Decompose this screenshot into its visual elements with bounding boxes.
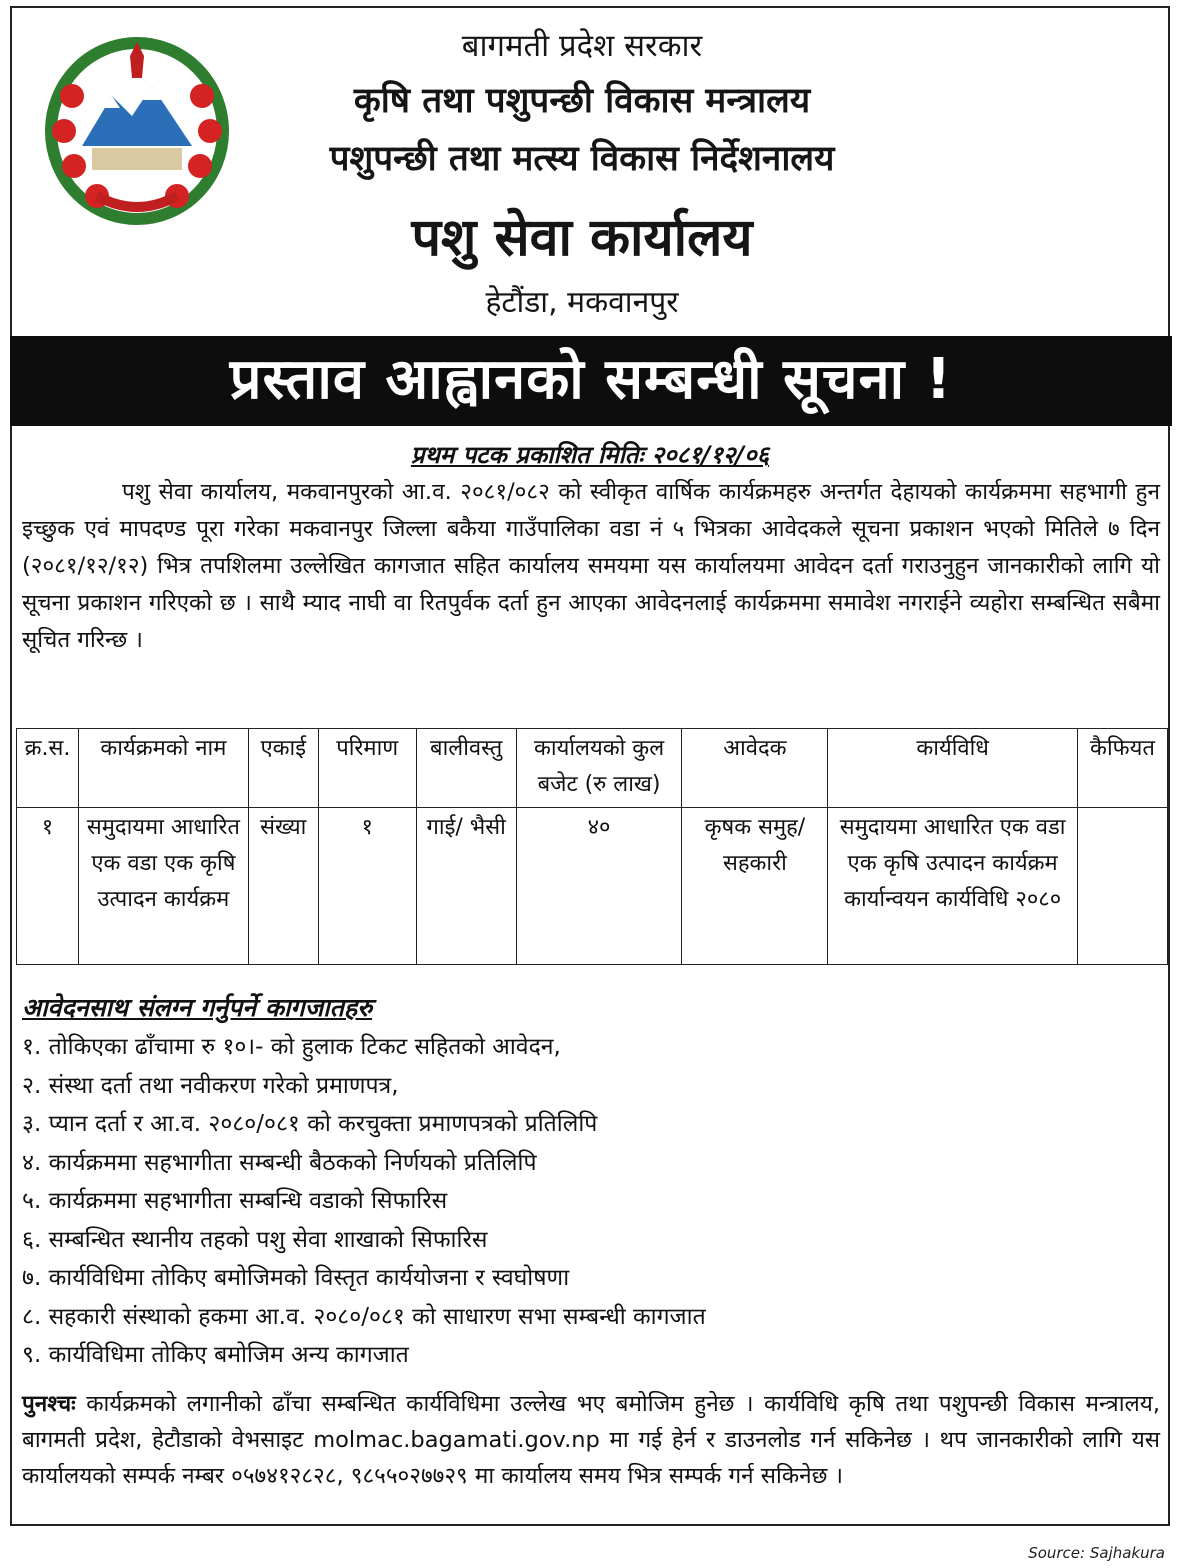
- table-header-cell: परिमाण: [318, 729, 416, 808]
- table-header-cell: कैफियत: [1077, 729, 1167, 808]
- government-name: बागमती प्रदेश सरकार: [461, 28, 703, 64]
- postscript: [22, 1386, 1160, 1494]
- office-name: पशु सेवा कार्यालय: [411, 208, 753, 268]
- list-item: ६. सम्बन्धित स्थानीय तहको पशु सेवा शाखाको सिफारिस: [22, 1226, 488, 1253]
- table-header-cell: कार्यालयको कुल बजेट (रु लाख): [516, 729, 682, 808]
- published-date: प्रथम पटक प्रकाशित मितिः २०८१/१२/०६: [410, 441, 770, 469]
- table-cell-quantity: १: [318, 808, 416, 965]
- notice-header: [12, 8, 1168, 332]
- table-header-row: [17, 729, 1168, 808]
- table-cell-crop: गाई/ भैसी: [416, 808, 516, 965]
- table-cell-serial: १: [17, 808, 79, 965]
- required-documents-title: आवेदनसाथ संलग्न गर्नुपर्ने कागजातहरु: [22, 993, 373, 1022]
- table-cell-budget: ४०: [516, 808, 682, 965]
- list-item: ७. कार्यविधिमा तोकिए बमोजिमको विस्तृत कार्ययोजना र स्वघोषणा: [22, 1265, 570, 1291]
- table-header-cell: कार्यविधि: [828, 729, 1078, 808]
- table-cell-applicant: कृषक समुह/ सहकारी: [682, 808, 828, 965]
- program-table: [16, 728, 1168, 965]
- table-header-cell: क्र.स.: [17, 729, 79, 808]
- list-item: ८. सहकारी संस्थाको हकमा आ.व. २०८०/०८१ को साधारण सभा सम्बन्धी कागजात: [22, 1303, 706, 1330]
- notice-banner-title: प्रस्ताव आह्वानको सम्बन्धी सूचना !: [10, 336, 1172, 426]
- table-cell-procedure: समुदायमा आधारित एक वडा एक कृषि उत्पादन कार्यक्रम कार्यान्वयन कार्यविधि २०८०: [828, 808, 1078, 965]
- office-location: हेटौंडा, मकवानपुर: [485, 285, 679, 320]
- list-item: ९. कार्यविधिमा तोकिए बमोजिम अन्य कागजात: [22, 1342, 409, 1368]
- table-cell-program: समुदायमा आधारित एक वडा एक कृषि उत्पादन कार्यक्रम: [78, 808, 248, 965]
- table-cell-remarks: [1077, 808, 1167, 965]
- list-item: २. संस्था दर्ता तथा नवीकरण गरेको प्रमाणपत्र,: [22, 1072, 399, 1099]
- table-cell-unit: संख्या: [248, 808, 318, 965]
- table-header-cell: बालीवस्तु: [416, 729, 516, 808]
- image-source-credit: Source: Sajhakura: [1028, 1544, 1165, 1562]
- notice-body: पशु सेवा कार्यालय, मकवानपुरको आ.व. २०८१/०८२ को स्वीकृत वार्षिक कार्यक्रमहरु अन्तर्गत देहायको कार्यक्रममा सहभागी हुन इच्छुक एवं मापदण्ड पूरा गरेका मकवानपुर जिल्ला बकैया गाउँपालिका वडा नं ५ भित्रका आवेदकले सूचना प्रकाशन भएको मितिले ७ दिन (२०८१/१२/१२) भित्र तपशिलमा उल्लेखित कागजात सहित कार्यालय समयमा यस कार्यालयमा आवेदन दर्ता गराउनुहुन जानकारीको लागि यो सूचना प्रकाशन गरिएको छ । साथै म्याद नाघी वा रितपुर्वक दर्ता हुन आएका आवेदनलाई कार्यक्रममा समावेश नगराईने व्यहोरा सम्बन्धित सबैमा सूचित गरिन्छ ।: [22, 479, 1160, 653]
- table-header-cell: कार्यक्रमको नाम: [78, 729, 248, 808]
- list-item: ३. प्यान दर्ता र आ.व. २०८०/०८१ को करचुक्ता प्रमाणपत्रको प्रतिलिपि: [22, 1111, 598, 1137]
- list-item: ५. कार्यक्रममा सहभागीता सम्बन्धि वडाको सिफारिस: [22, 1188, 448, 1214]
- table-header-cell: आवेदक: [682, 729, 828, 808]
- postscript-text: कार्यक्रमको लगानीको ढाँचा सम्बन्धित कार्यविधिमा उल्लेख भए बमोजिम हुनेछ । कार्यविधि कृषि तथा पशुपन्छी विकास मन्त्रालय, बागमती प्रदेश, हेटौडाको वेभसाइट molmac.bagamati.gov.np मा गई हेर्न र डाउनलोड गर्न सकिनेछ । थप जानकारीको लागि यस कार्यालयको सम्पर्क नम्बर ०५७४१२८२८, ९८५५०२७७२९ मा कार्यालय समय भित्र सम्पर्क गर्न सकिनेछ ।: [22, 1391, 1160, 1489]
- ministry-name: कृषि तथा पशुपन्छी विकास मन्त्रालय: [353, 81, 811, 121]
- directorate-name: पशुपन्छी तथा मत्स्य विकास निर्देशनालय: [329, 139, 835, 179]
- required-documents-list: [22, 1028, 706, 1375]
- table-header-cell: एकाई: [248, 729, 318, 808]
- list-item: १. तोकिएका ढाँचामा रु १०।- को हुलाक टिकट सहितको आवेदन,: [22, 1034, 561, 1060]
- postscript-label: पुनश्चः: [22, 1391, 76, 1417]
- table-row: [17, 808, 1168, 965]
- list-item: ४. कार्यक्रममा सहभागीता सम्बन्धी बैठकको निर्णयको प्रतिलिपि: [22, 1149, 537, 1176]
- notice-sheet: [10, 6, 1170, 1526]
